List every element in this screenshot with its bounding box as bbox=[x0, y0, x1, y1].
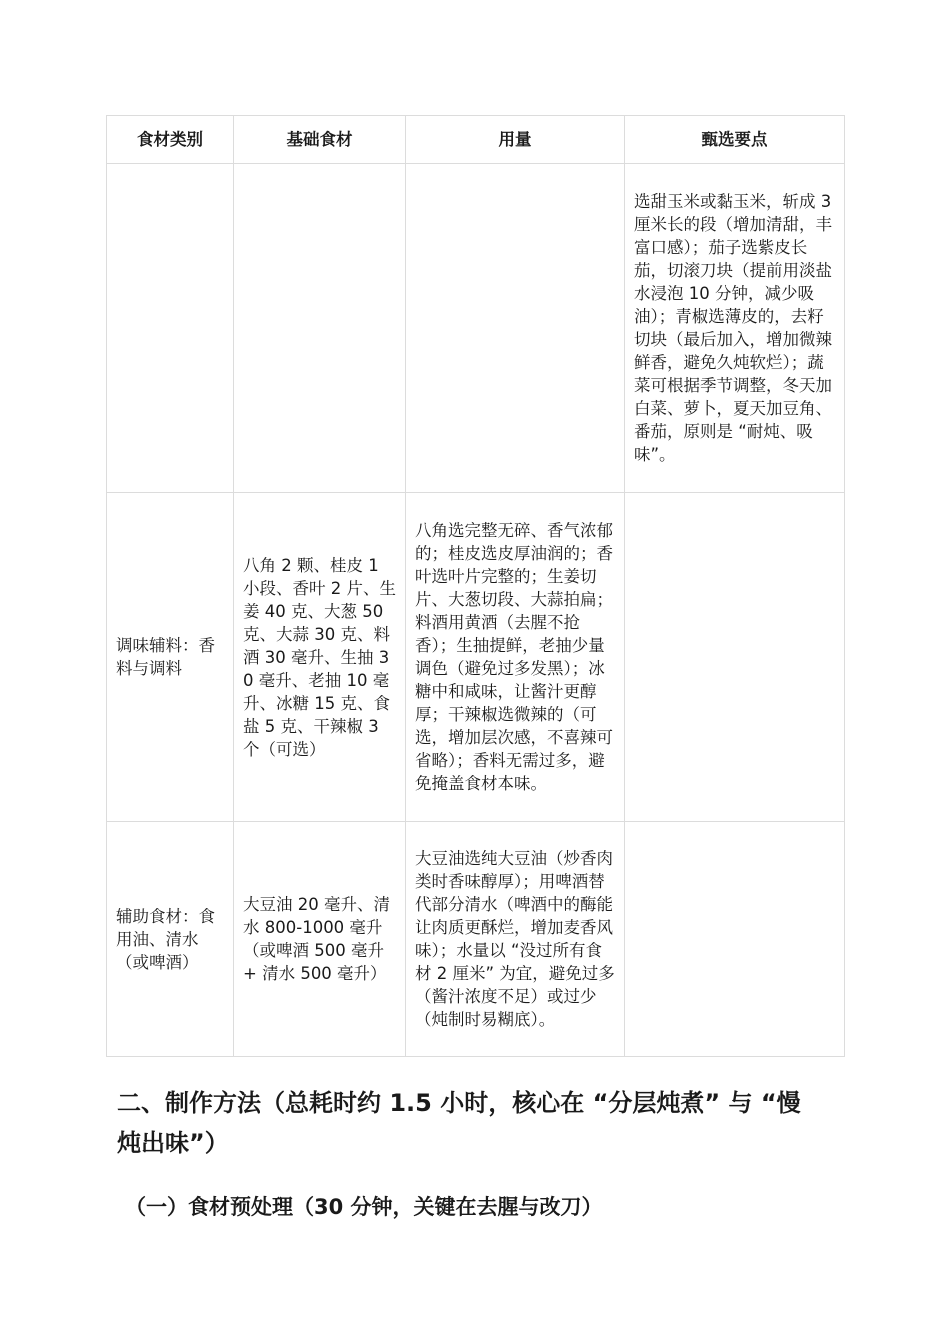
header-base-ingredients: 基础食材 bbox=[234, 116, 406, 164]
table-row bbox=[107, 822, 845, 1057]
cell-amount: 大豆油选纯大豆油（炒香肉类时香味醇厚）；用啤酒替代部分清水（啤酒中的酶能让肉质更酥烂，增加麦香风味）；水量以 “没过所有食材 2 厘米” 为宜，避免过多（酱汁浓度不足）或过少（炖制时易糊底）。 bbox=[406, 822, 625, 1057]
cell-selection-tips bbox=[625, 493, 845, 822]
header-category: 食材类别 bbox=[107, 116, 234, 164]
cell-amount bbox=[406, 164, 625, 493]
cell-category bbox=[107, 164, 234, 493]
cell-selection-tips bbox=[625, 822, 845, 1057]
cell-amount: 八角选完整无碎、香气浓郁的；桂皮选皮厚油润的；香叶选叶片完整的；生姜切片、大葱切段、大蒜拍扁；料酒用黄酒（去腥不抢香）；生抽提鲜，老抽少量调色（避免过多发黑）；冰糖中和咸味，让酱汁更醇厚；干辣椒选微辣的（可选，增加层次感，不喜辣可省略）；香料无需过多，避免掩盖食材本味。 bbox=[406, 493, 625, 822]
header-amount: 用量 bbox=[406, 116, 625, 164]
cell-category: 调味辅料：香料与调料 bbox=[107, 493, 234, 822]
subsection-heading-ingredient-prep: （一）食材预处理（30 分钟，关键在去腥与改刀） bbox=[125, 1195, 603, 1219]
cell-base-ingredients: 大豆油 20 毫升、清水 800-1000 毫升（或啤酒 500 毫升 + 清水 500 毫升） bbox=[234, 822, 406, 1057]
ingredients-table bbox=[106, 115, 845, 1057]
table-row bbox=[107, 164, 845, 493]
cell-base-ingredients bbox=[234, 164, 406, 493]
cell-selection-tips: 选甜玉米或黏玉米，斩成 3 厘米长的段（增加清甜，丰富口感）；茄子选紫皮长茄，切滚刀块（提前用淡盐水浸泡 10 分钟，减少吸油）；青椒选薄皮的，去籽切块（最后加入，增加微辣鲜香，避免久炖软烂）；蔬菜可根据季节调整，冬天加白菜、萝卜，夏天加豆角、番茄，原则是 “耐炖、吸味”。 bbox=[625, 164, 845, 493]
section-heading-preparation-method: 二、制作方法（总耗时约 1.5 小时，核心在 “分层炖煮” 与 “慢炖出味”） bbox=[117, 1089, 801, 1157]
header-selection-tips: 甄选要点 bbox=[625, 116, 845, 164]
cell-base-ingredients: 八角 2 颗、桂皮 1 小段、香叶 2 片、生姜 40 克、大葱 50 克、大蒜 30 克、料酒 30 毫升、生抽 30 毫升、老抽 10 毫升、冰糖 15 克、食盐 5 克、干辣椒 3 个（可选） bbox=[234, 493, 406, 822]
table-header-row bbox=[107, 116, 845, 164]
cell-category: 辅助食材：食用油、清水（或啤酒） bbox=[107, 822, 234, 1057]
table-row bbox=[107, 493, 845, 822]
